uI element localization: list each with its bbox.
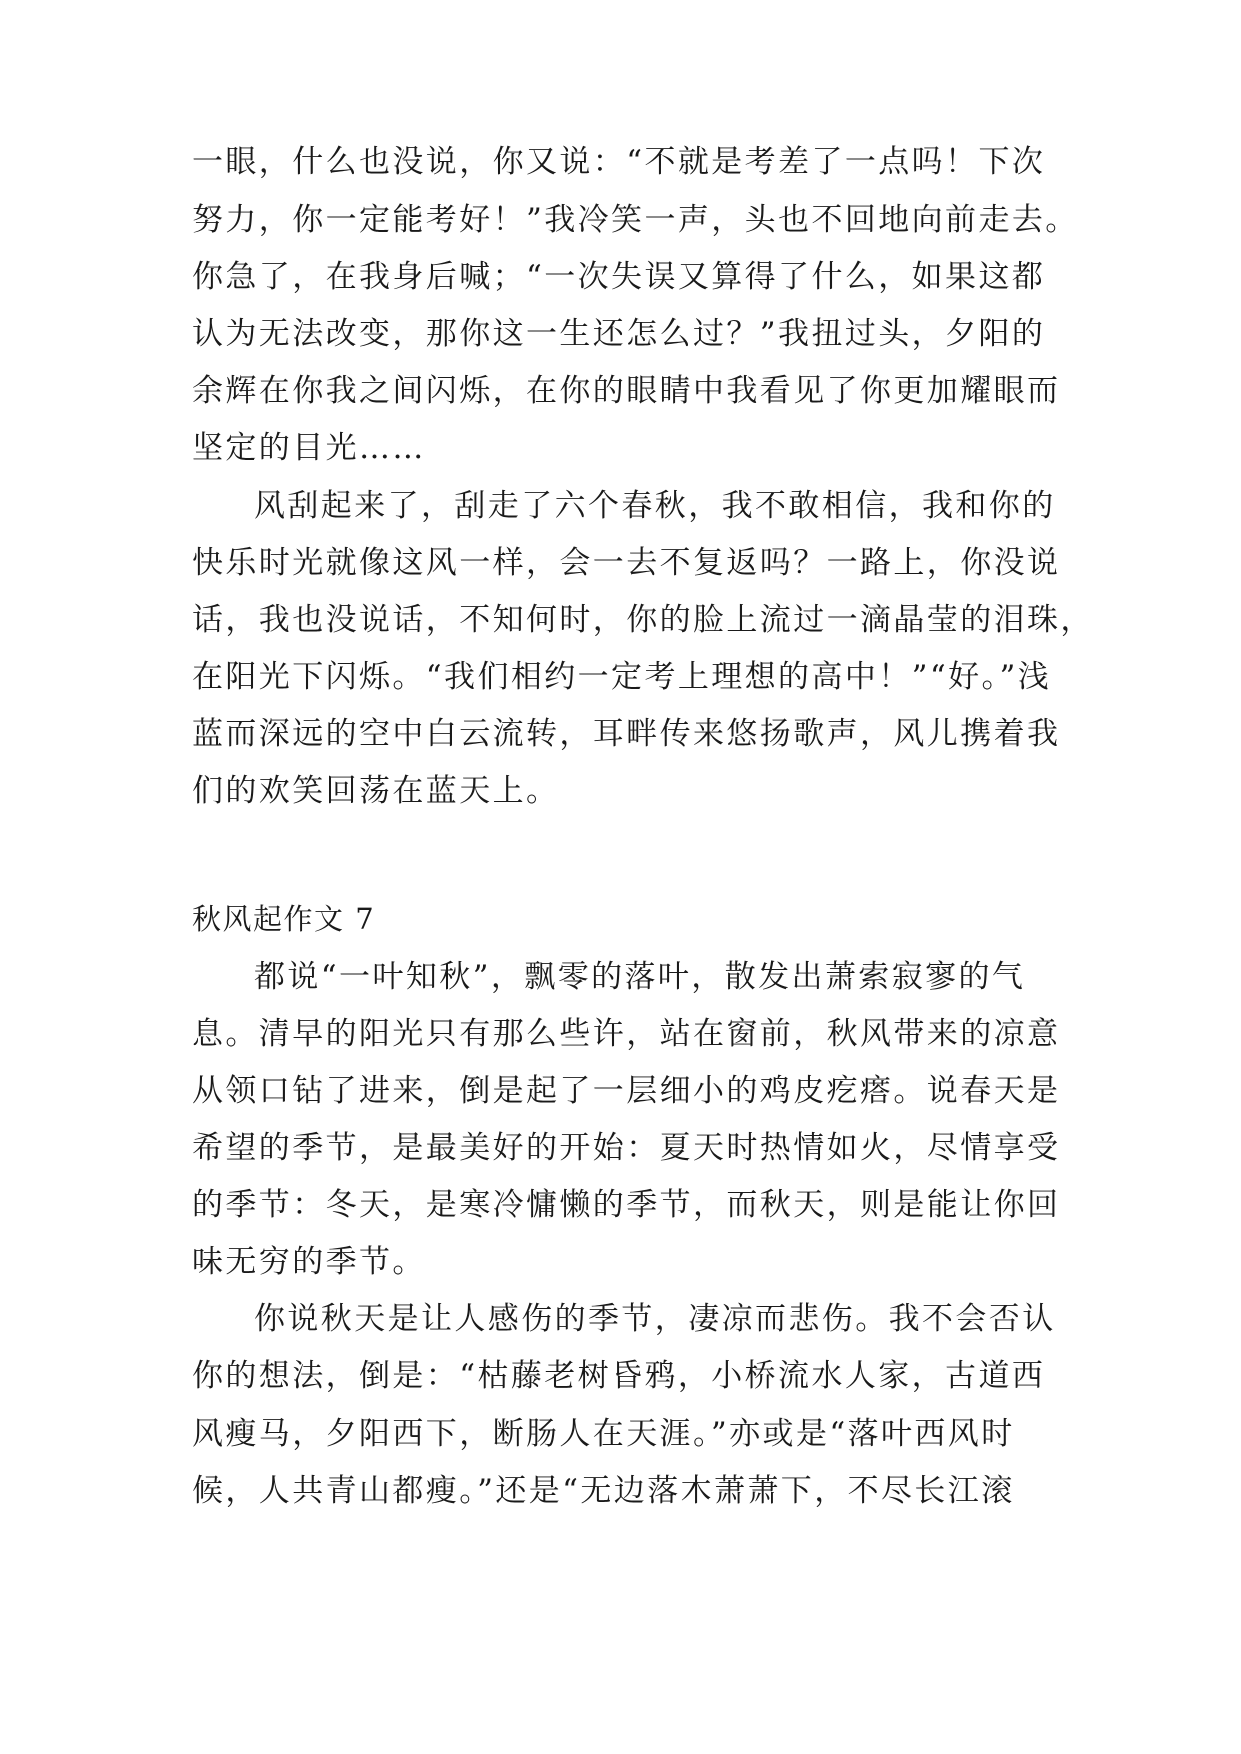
text-line: 希望的季节，是最美好的开始：夏天时热情如火，尽情享受 bbox=[192, 1130, 1061, 1166]
text-line: 从领口钻了进来，倒是起了一层细小的鸡皮疙瘩。说春天是 bbox=[192, 1073, 1061, 1109]
text-line: 息。清早的阳光只有那么些许，站在窗前，秋风带来的凉意 bbox=[192, 1016, 1061, 1052]
text-line: 余辉在你我之间闪烁，在你的眼睛中我看见了你更加耀眼而 bbox=[192, 373, 1061, 409]
text-line: 候，人共青山都瘦。”还是“无边落木萧萧下，不尽长江滚 bbox=[192, 1473, 1015, 1509]
text-line: 一眼，什么也没说，你又说：“不就是考差了一点吗！下次 bbox=[192, 144, 1046, 180]
text-line: 快乐时光就像这风一样，会一去不复返吗？一路上，你没说 bbox=[192, 545, 1061, 581]
text-line: 们的欢笑回荡在蓝天上。 bbox=[192, 773, 560, 809]
text-line: 蓝而深远的空中白云流转，耳畔传来悠扬歌声，风儿携着我 bbox=[192, 716, 1061, 752]
text-line: 你说秋天是让人感伤的季节，凄凉而悲伤。我不会否认 bbox=[254, 1301, 1056, 1337]
text-line: 的季节：冬天，是寒冷慵懒的季节，而秋天，则是能让你回 bbox=[192, 1187, 1061, 1223]
text-line: 话，我也没说话，不知何时，你的脸上流过一滴晶莹的泪珠， bbox=[192, 602, 1094, 638]
text-line: 风瘦马，夕阳西下，断肠人在天涯。”亦或是“落叶西风时 bbox=[192, 1416, 1015, 1452]
text-line: 认为无法改变，那你这一生还怎么过？”我扭过头，夕阳的 bbox=[192, 316, 1046, 352]
text-line: 味无穷的季节。 bbox=[192, 1244, 426, 1280]
section-heading: 秋风起作文 7 bbox=[192, 902, 376, 936]
text-line: 努力，你一定能考好！”我冷笑一声，头也不回地向前走去。 bbox=[192, 202, 1079, 238]
text-line: 你的想法，倒是：“枯藤老树昏鸦，小桥流水人家，古道西 bbox=[192, 1358, 1046, 1394]
text-line: 风刮起来了，刮走了六个春秋，我不敢相信，我和你的 bbox=[254, 488, 1056, 524]
text-line: 你急了，在我身后喊；“一次失误又算得了什么，如果这都 bbox=[192, 259, 1046, 295]
text-line: 都说“一叶知秋”，飘零的落叶，散发出萧索寂寥的气 bbox=[254, 959, 1026, 995]
text-line: 坚定的目光…… bbox=[192, 430, 426, 466]
text-line: 在阳光下闪烁。“我们相约一定考上理想的高中！”“好。”浅 bbox=[192, 659, 1052, 695]
